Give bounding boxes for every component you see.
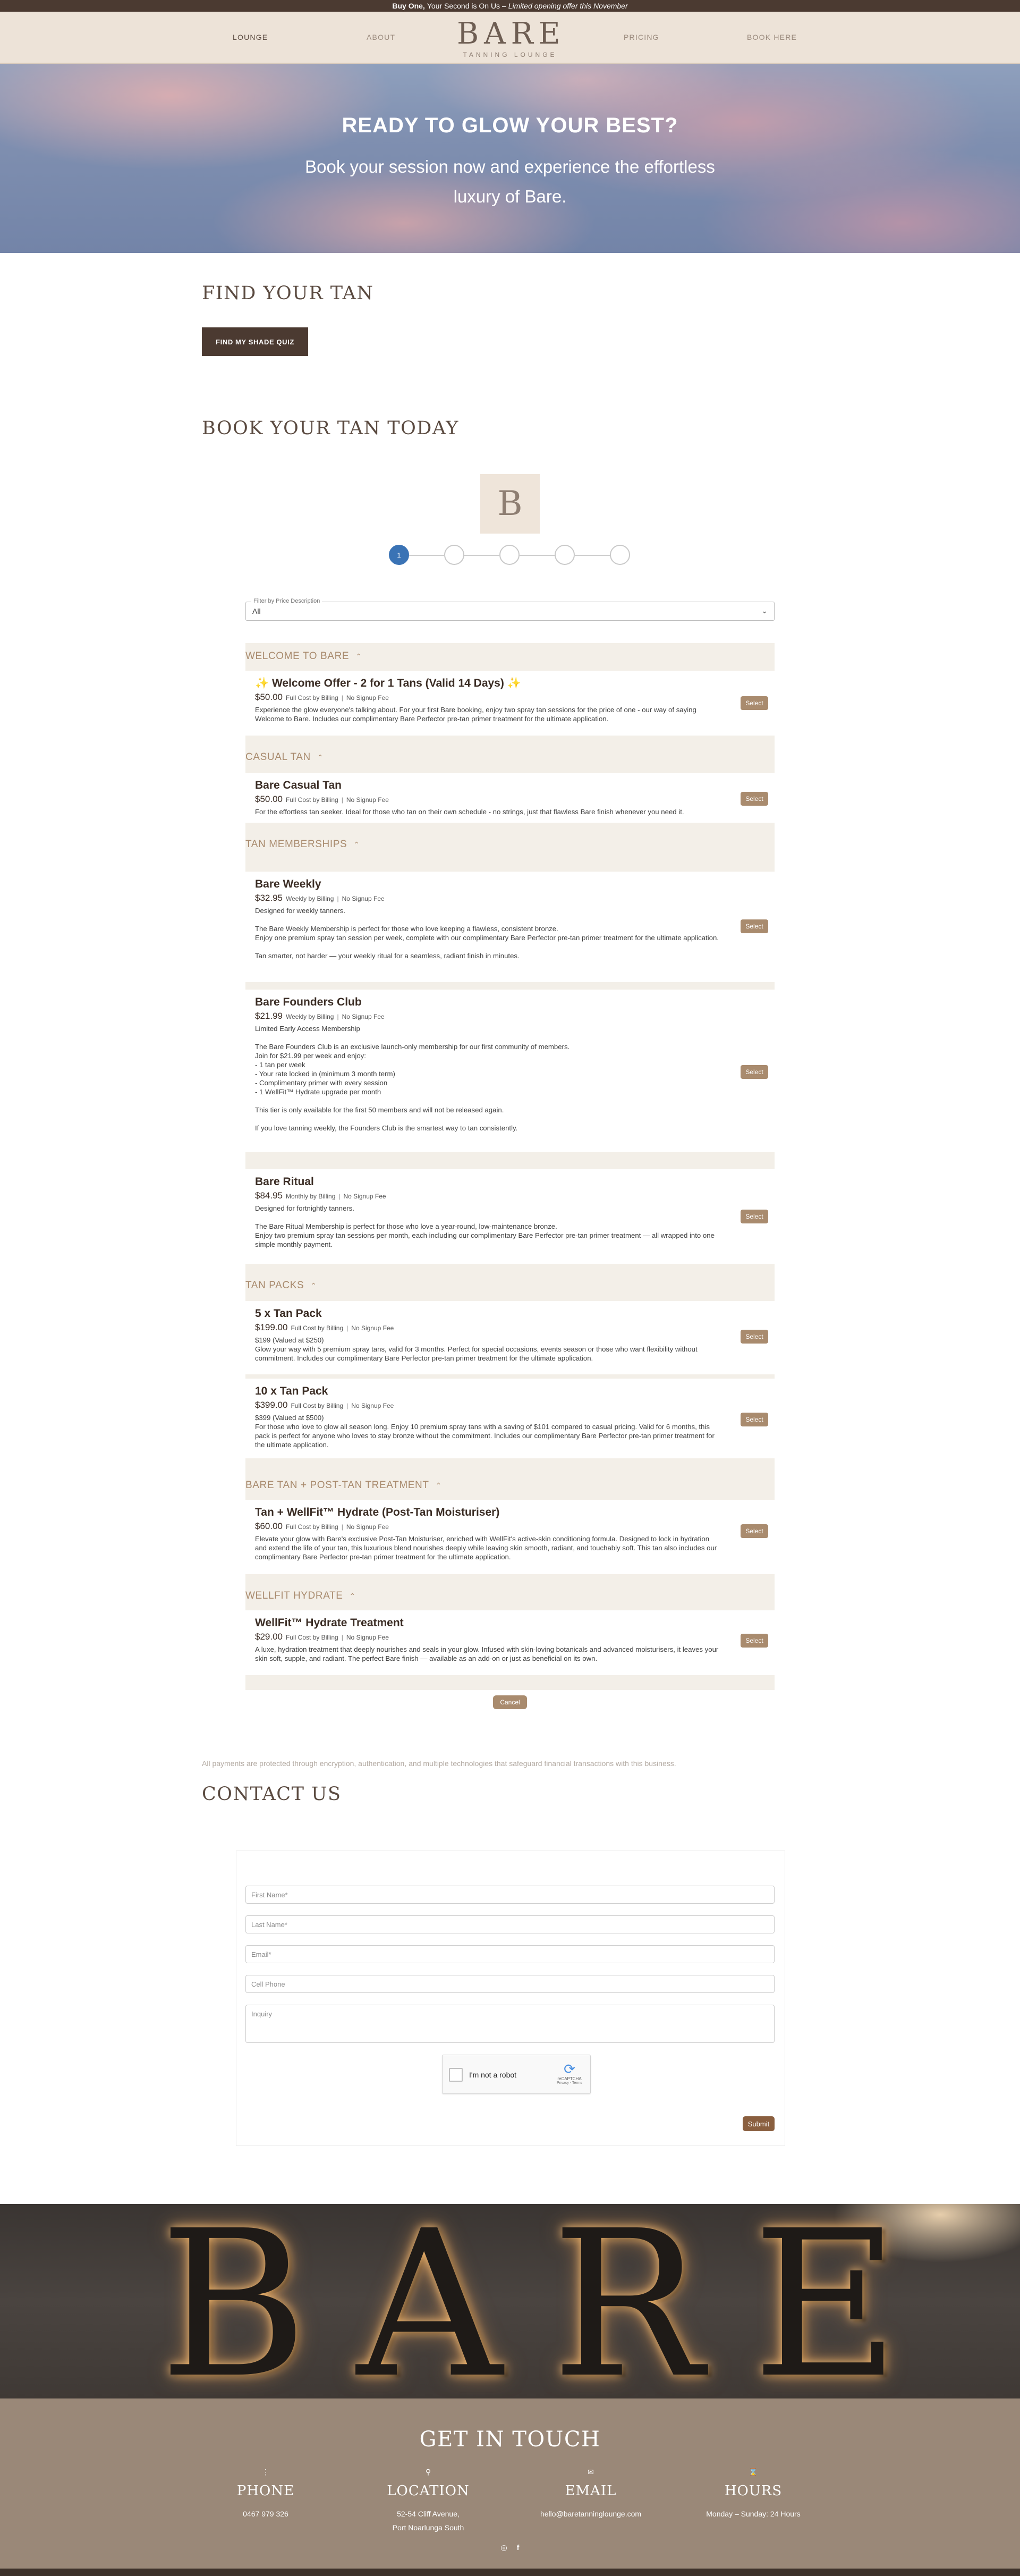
- service-description: Elevate your glow with Bare's exclusive Post-Tan Moisturiser, enriched with WellFit's active-skin conditioning formula. Designed to lock in hydration and extend the life of your tan, this luxurious blend nourishes deeply while leaving skin smooth, radiant, and touchably soft. This tan also includes our complimentary Bare Perfector pre-tan primer treatment for the ultimate application.: [255, 1535, 717, 1561]
- logo-wordmark: BARE: [457, 16, 566, 51]
- service-price: $199.00: [255, 1322, 288, 1332]
- service-card: [245, 1169, 775, 1264]
- service-price: $399.00: [255, 1400, 288, 1410]
- find-tan-title: FIND YOUR TAN: [202, 283, 374, 304]
- service-price: $29.00: [255, 1632, 283, 1642]
- submit-button[interactable]: Submit: [743, 2116, 775, 2131]
- instagram-icon[interactable]: ◎: [500, 2543, 507, 2552]
- service-fee: No Signup Fee: [346, 1634, 389, 1641]
- announcement-bold: Buy One,: [392, 2, 425, 10]
- recaptcha-icon: ⟳: [564, 2061, 575, 2077]
- service-billing: Full Cost by Billing: [286, 1523, 338, 1531]
- service-billing: Full Cost by Billing: [286, 1634, 338, 1641]
- service-price: $84.95: [255, 1190, 283, 1201]
- last-name-field[interactable]: Last Name*: [245, 1915, 775, 1933]
- service-price-line: $199.00 Full Cost by Billing | No Signup Fee: [255, 1322, 394, 1332]
- step-connector: [520, 555, 555, 556]
- category-label: WELLFIT HYDRATE ⌃: [245, 1590, 356, 1601]
- service-description: $399 (Valued at $500) For those who love to glow all season long. Enjoy 10 premium spray tans with a saving of $101 compared to casual pricing. Valid for 6 months, this pack is perfect for anyone who loves to stay bronze without the commitment. Includes our complimentary Bare Perfector pre-tan primer treatment for the ultimate application.: [255, 1414, 715, 1449]
- announcement-bar: [0, 0, 1020, 12]
- chevron-up-icon: ⌃: [349, 1592, 356, 1600]
- step-4: [555, 545, 575, 565]
- price-filter-select[interactable]: [245, 598, 775, 621]
- select-button[interactable]: Select: [741, 1413, 768, 1426]
- service-price-line: $32.95 Weekly by Billing | No Signup Fee: [255, 893, 385, 903]
- service-billing: Full Cost by Billing: [286, 796, 338, 804]
- select-button[interactable]: Select: [741, 1065, 768, 1079]
- hero-banner: [0, 64, 1020, 253]
- category-wellfit-hydrate[interactable]: [245, 1585, 775, 1606]
- announcement-text: Your Second is On Us –: [427, 2, 506, 10]
- hourglass-icon: ⌛: [749, 2468, 758, 2476]
- email-field[interactable]: Email*: [245, 1945, 775, 1963]
- nav-book-here[interactable]: BOOK HERE: [747, 33, 797, 41]
- contact-title: CONTACT US: [202, 1784, 342, 1805]
- service-description: A luxe, hydration treatment that deeply nourishes and seals in your glow. Infused with skin-loving botanicals and advanced moisturisers, it leaves your skin soft, supple, and radiant. The perfect Bare finish — available as an add-on or just as beneficial on its own.: [255, 1645, 719, 1662]
- service-card: [245, 671, 775, 736]
- footer-title: GET IN TOUCH: [419, 2427, 601, 2452]
- service-name: Bare Casual Tan: [255, 779, 342, 791]
- service-price: $50.00: [255, 794, 283, 804]
- service-price: $32.95: [255, 893, 283, 903]
- service-price: $21.99: [255, 1011, 283, 1021]
- recaptcha-widget: [442, 2055, 591, 2094]
- service-description: For the effortless tan seeker. Ideal for those who tan on their own schedule - no strings, just that flawless Bare finish whenever you need it.: [255, 808, 684, 816]
- map-pin-icon: ⚲: [425, 2468, 431, 2476]
- footer-location: [348, 2468, 508, 2535]
- service-fee: No Signup Fee: [346, 694, 389, 702]
- step-connector: [409, 555, 444, 556]
- service-name: Bare Founders Club: [255, 996, 362, 1008]
- service-price: $60.00: [255, 1521, 283, 1531]
- service-billing: Full Cost by Billing: [291, 1402, 344, 1409]
- service-fee: No Signup Fee: [342, 1013, 385, 1020]
- recaptcha-label: I'm not a robot: [469, 2071, 517, 2079]
- nav-pricing[interactable]: PRICING: [624, 33, 659, 41]
- chevron-up-icon: ⌃: [353, 840, 360, 849]
- booking-title: BOOK YOUR TAN TODAY: [202, 418, 459, 439]
- select-button[interactable]: Select: [741, 1634, 768, 1648]
- service-fee: No Signup Fee: [351, 1402, 394, 1409]
- select-button[interactable]: Select: [741, 1524, 768, 1538]
- footer-hours-value: Monday – Sunday: 24 Hours: [706, 2510, 801, 2518]
- service-card: [245, 773, 775, 823]
- service-billing: Full Cost by Billing: [291, 1324, 344, 1332]
- service-fee: No Signup Fee: [342, 895, 385, 902]
- service-description: Limited Early Access Membership The Bare Founders Club is an exclusive launch-only membership for our first community of members. Join for $21.99 per week and enjoy: - 1 tan per week - Your rate locked in (minimum 3 month term) - Complimentary primer with every session - 1 WellFit™ Hydrate upgrade per month This tier is only available for the first 50 members and will not be released again. If you love tanning weekly, the Founders Club is the smartest way to tan consistently.: [255, 1025, 570, 1132]
- category-label: CASUAL TAN ⌃: [245, 751, 324, 763]
- service-description: Designed for fortnightly tanners. The Bare Ritual Membership is perfect for those who love a year-round, low-maintenance bronze. Enjoy two premium spray tan sessions per month, each including our complimentary Bare Perfector pre-tan primer treatment — all wrapped into one simple monthly payment.: [255, 1204, 715, 1248]
- category-post-tan-treatment[interactable]: [245, 1474, 775, 1496]
- service-billing: Weekly by Billing: [286, 1013, 334, 1020]
- category-welcome[interactable]: [245, 645, 775, 666]
- service-price-line: $29.00 Full Cost by Billing | No Signup Fee: [255, 1632, 389, 1642]
- step-1: 1: [389, 545, 409, 565]
- service-description: Designed for weekly tanners. The Bare Weekly Membership is perfect for those who love keeping a flawless, consistent bronze. Enjoy one premium spray tan session per week, complete with our complimentary Bare Perfector pre-tan primer treatment for the ultimate application. Tan smarter, not harder — your weekly ritual for a seamless, radiant finish in minutes.: [255, 907, 719, 960]
- step-connector: [464, 555, 499, 556]
- service-card: [245, 1610, 775, 1675]
- service-description: Experience the glow everyone's talking about. For your first Bare booking, enjoy two spray tan sessions for the price of one - our way of saying Welcome to Bare. Includes our complimentary Bare Perfector pre-tan primer treatment for the ultimate application.: [255, 706, 696, 723]
- footer-phone: [186, 2468, 345, 2521]
- hero-subtitle: Book your session now and experience the effortless luxury of Bare.: [305, 157, 715, 206]
- category-label: WELCOME TO BARE ⌃: [245, 651, 362, 662]
- phone-field[interactable]: Cell Phone: [245, 1975, 775, 1993]
- service-billing: Monthly by Billing: [286, 1193, 336, 1200]
- recaptcha-logo: ⟳ reCAPTCHA Privacy - Terms: [556, 2061, 583, 2085]
- service-price-line: $399.00 Full Cost by Billing | No Signup Fee: [255, 1400, 394, 1410]
- service-price-line: $50.00 Full Cost by Billing | No Signup Fee: [255, 692, 389, 702]
- phone-icon: ⋮: [262, 2468, 269, 2476]
- service-price-line: $21.99 Weekly by Billing | No Signup Fee: [255, 1011, 385, 1021]
- service-price: $50.00: [255, 692, 283, 702]
- hero-title: READY TO GLOW YOUR BEST?: [342, 114, 678, 137]
- footer-phone-head: PHONE: [236, 2483, 295, 2499]
- category-label: TAN MEMBERSHIPS ⌃: [245, 839, 360, 850]
- envelope-icon: ✉: [588, 2468, 594, 2476]
- footer-hours-head: HOURS: [724, 2483, 783, 2499]
- service-name: Bare Weekly: [255, 878, 321, 890]
- step-3: [499, 545, 520, 565]
- service-fee: No Signup Fee: [351, 1324, 394, 1332]
- nav-about[interactable]: ABOUT: [367, 33, 396, 41]
- category-label: TAN PACKS ⌃: [245, 1280, 317, 1291]
- recaptcha-checkbox[interactable]: [449, 2068, 463, 2082]
- service-name: Tan + WellFit™ Hydrate (Post-Tan Moisturiser): [255, 1506, 500, 1518]
- footer-email-value[interactable]: hello@baretanninglounge.com: [540, 2510, 642, 2518]
- service-price-line: $50.00 Full Cost by Billing | No Signup Fee: [255, 794, 389, 804]
- chevron-down-icon: ⌄: [761, 606, 768, 615]
- service-name: ✨ Welcome Offer - 2 for 1 Tans (Valid 14 Days) ✨: [255, 677, 521, 689]
- sign-letters: BARE: [159, 2204, 949, 2398]
- category-casual-tan[interactable]: [245, 746, 775, 767]
- select-button[interactable]: Select: [741, 696, 768, 710]
- inquiry-textarea[interactable]: Inquiry: [245, 2005, 775, 2043]
- booking-stepper: [389, 545, 631, 566]
- service-price-line: $60.00 Full Cost by Billing | No Signup Fee: [255, 1521, 389, 1531]
- step-connector: [575, 555, 610, 556]
- select-button[interactable]: Select: [741, 1330, 768, 1344]
- service-name: 5 x Tan Pack: [255, 1307, 322, 1320]
- chevron-up-icon: ⌃: [317, 753, 324, 762]
- site-header: [0, 12, 1020, 64]
- service-card: [245, 990, 775, 1152]
- footer-email-head: EMAIL: [565, 2483, 617, 2499]
- footer-location-value: 52-54 Cliff Avenue, Port Noarlunga South: [392, 2510, 464, 2532]
- bare-sign-image: [0, 2204, 1020, 2398]
- footer-phone-value[interactable]: 0467 979 326: [243, 2510, 288, 2518]
- footer-bottom-strip: [0, 2569, 1020, 2576]
- footer-location-head: LOCATION: [387, 2483, 470, 2499]
- footer-email: [511, 2468, 670, 2521]
- service-card: [245, 1379, 775, 1458]
- category-tan-packs[interactable]: [245, 1274, 775, 1296]
- step-5: [610, 545, 630, 565]
- site-logo[interactable]: [457, 16, 566, 58]
- booking-logo: B: [480, 474, 540, 534]
- site-footer: [0, 2398, 1020, 2569]
- service-fee: No Signup Fee: [343, 1193, 386, 1200]
- service-name: WellFit™ Hydrate Treatment: [255, 1617, 404, 1629]
- service-billing: Weekly by Billing: [286, 895, 334, 902]
- category-label: BARE TAN + POST-TAN TREATMENT ⌃: [245, 1480, 442, 1491]
- filter-label: Filter by Price Description: [251, 598, 322, 604]
- chevron-up-icon: ⌃: [310, 1281, 317, 1290]
- facebook-icon[interactable]: f: [516, 2543, 520, 2552]
- service-description: $199 (Valued at $250) Glow your way with 5 premium spray tans, valid for 3 months. Perfect for special occasions, events season or those who want flexibility without commitment. Includes our complimentary Bare Perfector pre-tan primer treatment for the ultimate application.: [255, 1336, 698, 1362]
- step-2: [444, 545, 464, 565]
- announcement-italic: Limited opening offer this November: [508, 2, 628, 10]
- service-card: [245, 872, 775, 982]
- service-card: [245, 1500, 775, 1574]
- service-fee: No Signup Fee: [346, 796, 389, 804]
- select-button[interactable]: Select: [741, 919, 768, 933]
- service-name: 10 x Tan Pack: [255, 1385, 328, 1397]
- nav-lounge[interactable]: LOUNGE: [233, 33, 268, 41]
- logo-tagline: TANNING LOUNGE: [463, 51, 557, 58]
- select-button[interactable]: Select: [741, 1210, 768, 1223]
- service-price-line: $84.95 Monthly by Billing | No Signup Fee: [255, 1190, 386, 1201]
- footer-hours: [674, 2468, 833, 2521]
- shade-quiz-button[interactable]: FIND MY SHADE QUIZ: [202, 327, 308, 356]
- service-fee: No Signup Fee: [346, 1523, 389, 1531]
- select-button[interactable]: Select: [741, 792, 768, 806]
- service-billing: Full Cost by Billing: [286, 694, 338, 702]
- service-card: [245, 1301, 775, 1374]
- cancel-button[interactable]: Cancel: [493, 1695, 527, 1709]
- social-links: [489, 2543, 531, 2552]
- secure-payment-note: All payments are protected through encryption, authentication, and multiple technologies that safeguard financial transactions with this business.: [202, 1759, 676, 1768]
- chevron-up-icon: ⌃: [435, 1481, 442, 1490]
- service-name: Bare Ritual: [255, 1176, 314, 1188]
- category-tan-memberships[interactable]: [245, 833, 775, 855]
- first-name-field[interactable]: First Name*: [245, 1886, 775, 1904]
- chevron-up-icon: ⌃: [355, 652, 362, 661]
- filter-value: All: [252, 607, 261, 615]
